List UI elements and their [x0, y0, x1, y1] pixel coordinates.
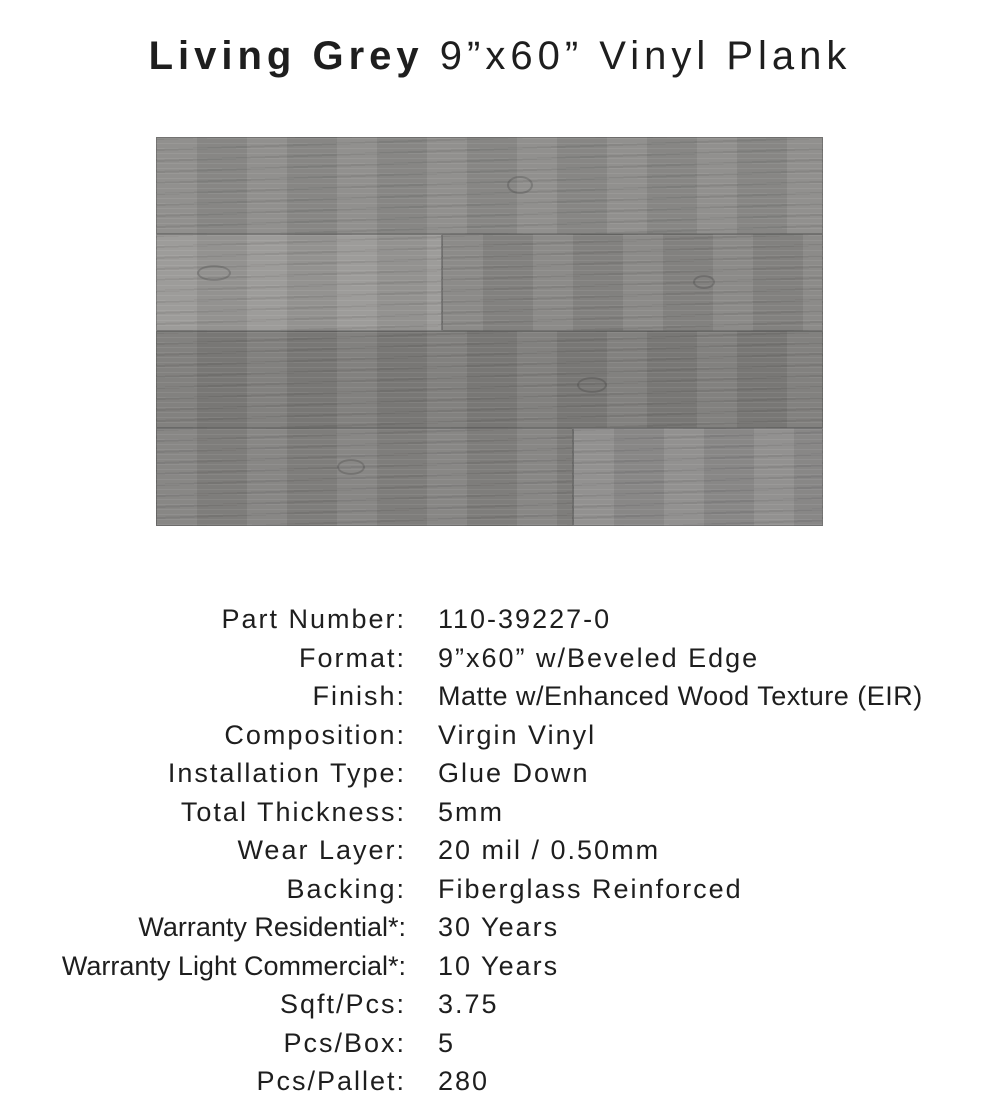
- spec-label: Warranty Light Commercial*:: [61, 950, 406, 981]
- spec-row-composition: [0, 716, 1000, 754]
- product-title: [0, 30, 1000, 82]
- spec-row-backing: [0, 870, 1000, 908]
- spec-value: 20 mil / 0.50mm: [438, 835, 661, 865]
- wood-plank: [156, 234, 442, 331]
- spec-row-pieces-per-box: [0, 1024, 1000, 1062]
- spec-value: 5mm: [438, 796, 504, 827]
- wood-knot: [577, 377, 607, 393]
- spec-value: Glue Down: [438, 758, 590, 788]
- wood-knot: [507, 176, 533, 194]
- spec-label: Sqft/Pcs:: [279, 989, 406, 1019]
- spec-label: Pcs/Pallet:: [256, 1066, 406, 1096]
- wood-plank: [156, 331, 823, 428]
- spec-label: Pcs/Box:: [283, 1027, 406, 1058]
- wood-knot: [337, 459, 365, 475]
- spec-row-pieces-per-pallet: [0, 1062, 1000, 1100]
- spec-value: 10 Years: [438, 950, 560, 981]
- spec-value: Virgin Vinyl: [438, 719, 597, 750]
- wood-plank: [442, 234, 823, 331]
- spec-label: Wear Layer:: [237, 835, 406, 865]
- wood-plank: [573, 428, 823, 526]
- spec-row-warranty-light-commercial: [0, 947, 1000, 985]
- wood-knot: [197, 265, 231, 281]
- spec-row-sqft-per-piece: [0, 985, 1000, 1023]
- spec-label: Composition:: [224, 719, 406, 750]
- spec-label: Finish:: [312, 681, 406, 711]
- spec-row-warranty-residential: [0, 908, 1000, 946]
- wood-plank: [156, 137, 823, 234]
- product-swatch-image: [156, 137, 823, 526]
- spec-value: 110-39227-0: [438, 604, 612, 634]
- spec-row-wear-layer: [0, 831, 1000, 869]
- spec-label: Installation Type:: [167, 758, 406, 788]
- wood-plank: [156, 428, 573, 526]
- product-description: 9”x60” Vinyl Plank: [439, 34, 852, 78]
- wood-knot: [693, 275, 715, 289]
- spec-value: Fiberglass Reinforced: [438, 873, 743, 904]
- spec-label: Warranty Residential*:: [138, 912, 406, 942]
- spec-row-installation-type: [0, 754, 1000, 792]
- spec-label: Part Number:: [221, 604, 406, 634]
- spec-label: Backing:: [286, 873, 406, 904]
- spec-row-format: [0, 639, 1000, 677]
- spec-value: 5: [438, 1027, 456, 1058]
- spec-value: 9”x60” w/Beveled Edge: [438, 642, 760, 673]
- spec-value: Matte w/Enhanced Wood Texture (EIR): [438, 681, 923, 711]
- spec-row-part-number: [0, 600, 1000, 638]
- spec-row-finish: [0, 677, 1000, 715]
- spec-value: 30 Years: [438, 912, 560, 942]
- spec-label: Total Thickness:: [180, 796, 406, 827]
- spec-value: 3.75: [438, 989, 499, 1019]
- spec-row-total-thickness: [0, 793, 1000, 831]
- spec-value: 280: [438, 1066, 490, 1096]
- product-brand-name: Living Grey: [148, 34, 424, 78]
- spec-label: Format:: [298, 642, 406, 673]
